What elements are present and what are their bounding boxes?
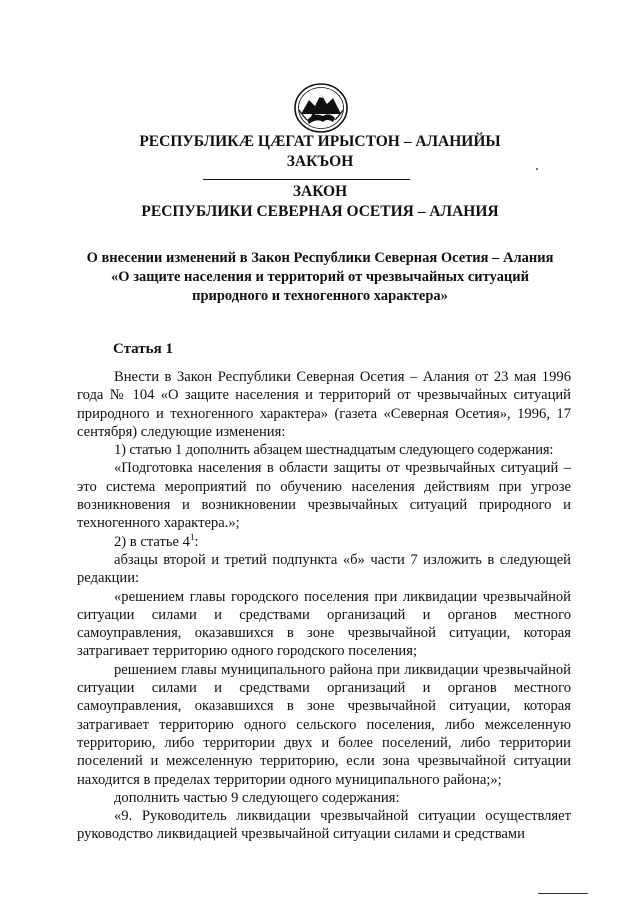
- article-title: Статья 1: [113, 341, 173, 357]
- paragraph-item-2-intro: абзацы второй и третий подпункта «б» части 7 изложить в следующей редакции:: [77, 551, 571, 587]
- republic-name-ossetian: РЕСПУБЛИКӔ ЦӔГАТ ИРЫСТОН – АЛАНИЙЫ: [139, 133, 501, 150]
- paragraph-intro: Внести в Закон Республики Северная Осетия – Алания от 23 мая 1996 года № 104 «О защите населения и территорий от чрезвычайных ситуаций природного и техногенного характера» (газета «Северная Осетия», 1996, 17 сентября) следующие изменения:: [77, 369, 571, 440]
- subject-line-2: «О защите населения и территорий от чрезвычайных ситуаций: [111, 269, 529, 285]
- law-word-ossetian: ЗАКЪОН: [286, 153, 354, 170]
- article-body: [77, 368, 571, 844]
- header-divider: [203, 179, 410, 180]
- subject-line-1: О внесении изменений в Закон Республики Северная Осетия – Алания: [86, 250, 554, 266]
- item-2-text: 2) в статье 4: [114, 533, 190, 550]
- paragraph-add-part-9: дополнить частью 9 следующего содержания:: [114, 789, 400, 806]
- scan-speck: [536, 168, 538, 170]
- item-2-superscript: 1: [189, 531, 195, 542]
- paragraph-quote-1: «Подготовка населения в области защиты от чрезвычайных ситуаций – это система мероприятий по обучению населения действиям при угрозе возникновения и возникновении чрезвычайных ситуаций природного и техногенного характера.»;: [77, 460, 571, 532]
- paragraph-quote-2a: «решением главы городского поселения при ликвидации чрезвычайной ситуации силами и средствами организаций и органов местного самоуправления, оказавшихся в зоне чрезвычайной ситуации, которая затрагивает территорию одного городского поселения;: [77, 588, 571, 660]
- subject-line-3: природного и техногенного характера»: [192, 288, 448, 304]
- paragraph-quote-9: «9. Руководитель ликвидации чрезвычайной ситуации осуществляет руководство ликвидацией чрезвычайной ситуации силами и средствами: [77, 808, 571, 843]
- paragraph-item-2: [77, 533, 571, 551]
- law-word-russian: ЗАКОН: [292, 183, 348, 200]
- footer-mark: [538, 893, 588, 894]
- coat-of-arms-icon: [293, 82, 349, 134]
- item-2-colon: :: [194, 533, 199, 550]
- paragraph-item-1: 1) статью 1 дополнить абзацем шестнадцатым следующего содержания:: [114, 442, 554, 459]
- paragraph-quote-2b: решением главы муниципального района при ликвидации чрезвычайной ситуации силами и средствами организаций и органов местного самоуправления, оказавшихся в зоне чрезвычайной ситуации, которая затрагивает территорию одного сельского поселения, либо межселенную территорию, либо территории двух и более поселений, либо территории поселений и межселенную территорию, если зона чрезвычайной ситуации находится в пределах территории одного муниципального района;»;: [77, 661, 571, 788]
- coat-of-arms-emblem: [293, 82, 349, 134]
- republic-name-russian: РЕСПУБЛИКИ СЕВЕРНАЯ ОСЕТИЯ – АЛАНИЯ: [141, 203, 499, 220]
